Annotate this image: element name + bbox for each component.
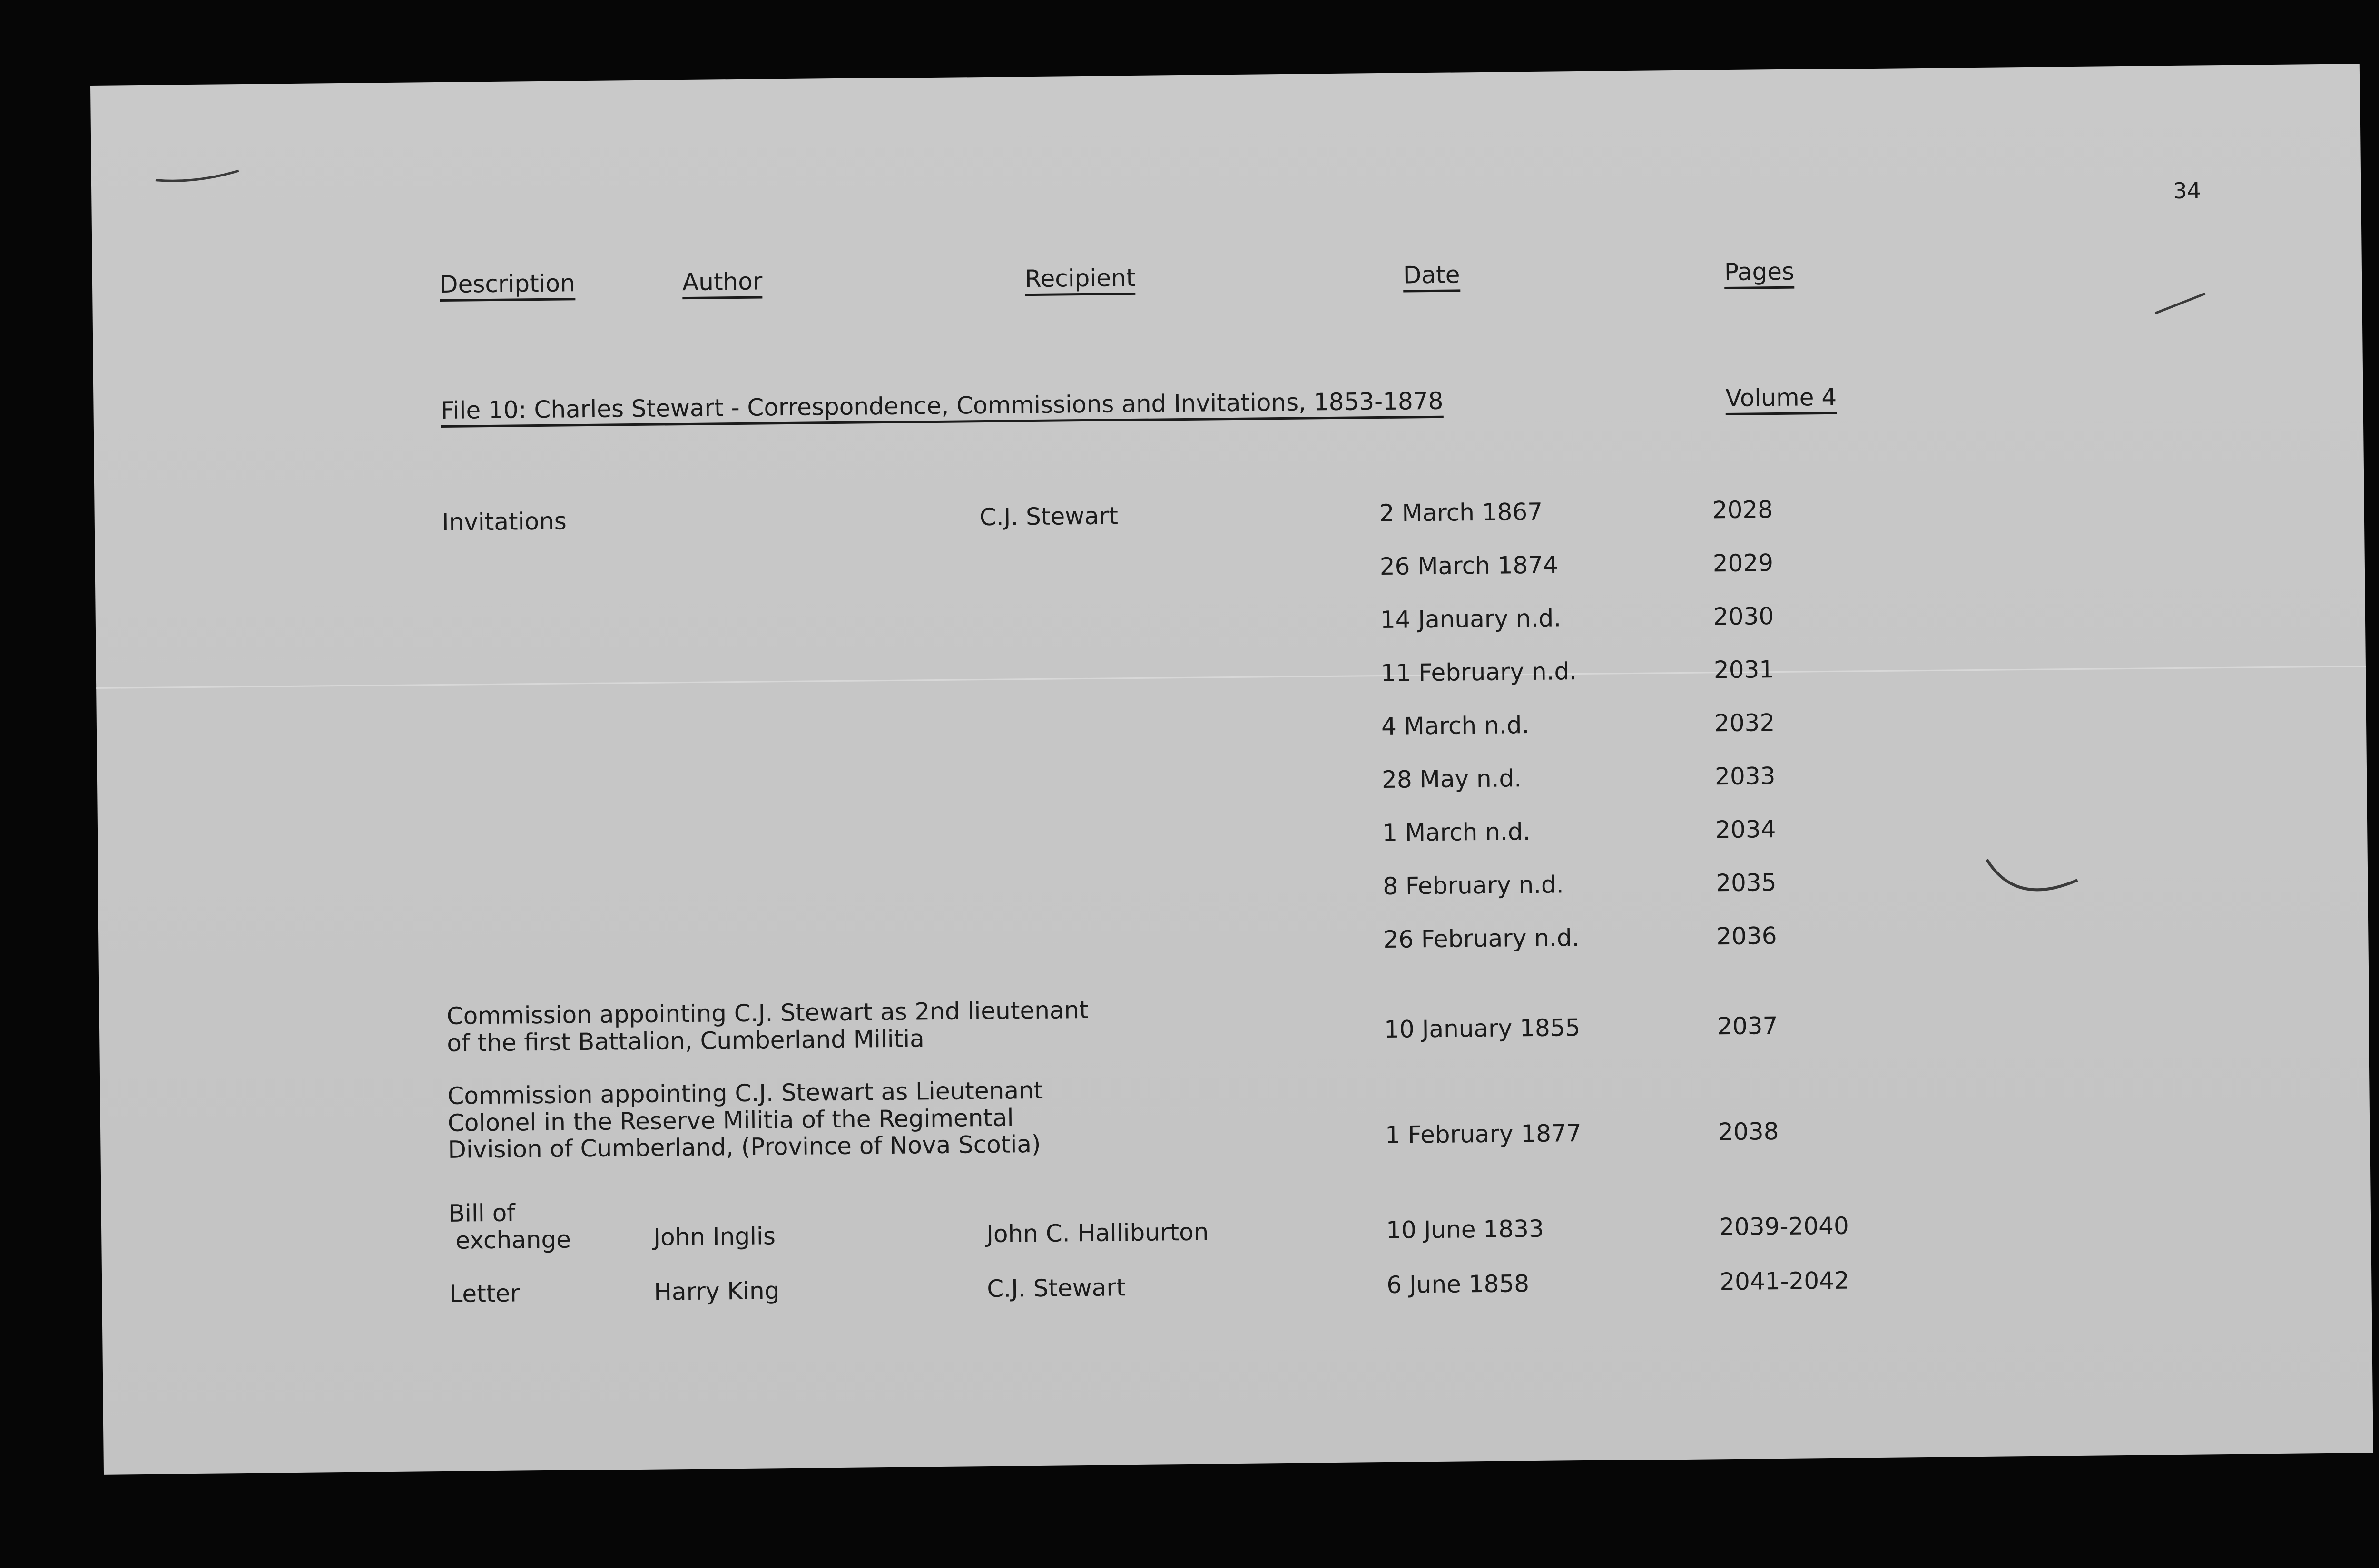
letter-date: 6 June 1858: [1386, 1270, 1530, 1299]
entry-date: 26 February n.d.: [1383, 924, 1580, 953]
entry-pages: 2033: [1714, 762, 1776, 791]
letter-pages: 2041-2042: [1720, 1266, 1850, 1296]
entry-pages: 2032: [1714, 709, 1775, 737]
commission1-pages: 2037: [1717, 1012, 1778, 1040]
entry-pages: 2031: [1713, 656, 1775, 684]
pen-mark: [2153, 284, 2220, 318]
desc-line: Commission appointing C.J. Stewart as Lieutenant: [447, 1076, 1043, 1110]
entry-date: 4 March n.d.: [1381, 711, 1530, 741]
entry-pages: 2034: [1715, 815, 1776, 844]
letter-recipient: C.J. Stewart: [987, 1274, 1126, 1303]
invitations-description: Invitations: [442, 507, 567, 536]
entry-pages: 2029: [1712, 549, 1774, 578]
entry-date: 26 March 1874: [1379, 551, 1559, 581]
desc-line: Bill of: [448, 1199, 516, 1227]
desc-line: Commission appointing C.J. Stewart as 2nd lieutenant: [446, 996, 1089, 1030]
commission2-date: 1 February 1877: [1385, 1119, 1582, 1149]
bill-description: [449, 1199, 571, 1254]
commission1-date: 10 January 1855: [1384, 1014, 1581, 1043]
header-pages: Pages: [1724, 260, 1795, 289]
entry-pages: 2028: [1712, 496, 1773, 524]
bill-author: John Inglis: [653, 1222, 776, 1251]
header-date: Date: [1403, 263, 1460, 292]
header-recipient: Recipient: [1025, 266, 1136, 296]
entry-date: 8 February n.d.: [1383, 871, 1564, 901]
desc-line: Division of Cumberland, (Province of Nova Scotia): [448, 1130, 1041, 1164]
bill-recipient: John C. Halliburton: [986, 1218, 1209, 1248]
commission2-description: [447, 1077, 1043, 1164]
file-title: File 10: Charles Stewart - Correspondence, Commissions and Invitations, 1853-1878: [441, 389, 1443, 428]
desc-line: exchange: [455, 1225, 571, 1254]
letter-description: Letter: [449, 1279, 520, 1308]
invitations-recipient: C.J. Stewart: [979, 502, 1119, 531]
commission1-description: [447, 997, 1089, 1057]
header-description: Description: [440, 271, 575, 302]
fold-line: [96, 666, 2366, 689]
bill-date: 10 June 1833: [1386, 1215, 1544, 1244]
pen-mark: [153, 165, 248, 190]
bill-pages: 2039-2040: [1719, 1212, 1849, 1241]
commission2-pages: 2038: [1718, 1117, 1779, 1146]
entry-date: 28 May n.d.: [1381, 764, 1522, 794]
volume-label: Volume 4: [1725, 385, 1837, 415]
letter-author: Harry King: [654, 1277, 780, 1306]
document-sheet: [90, 64, 2373, 1475]
entry-date: 1 March n.d.: [1382, 818, 1531, 847]
entry-date: 14 January n.d.: [1380, 604, 1562, 634]
desc-line: Colonel in the Reserve Militia of the Regimental: [447, 1103, 1014, 1137]
page-number: 34: [2173, 177, 2202, 204]
entry-pages: 2035: [1715, 869, 1777, 897]
pen-mark: [1982, 854, 2092, 917]
entry-date: 2 March 1867: [1379, 498, 1543, 528]
desc-line: of the first Battalion, Cumberland Militia: [447, 1024, 925, 1057]
entry-pages: 2036: [1716, 922, 1777, 951]
header-author: Author: [682, 269, 763, 299]
entry-date: 11 February n.d.: [1380, 657, 1577, 687]
entry-pages: 2030: [1713, 602, 1774, 631]
